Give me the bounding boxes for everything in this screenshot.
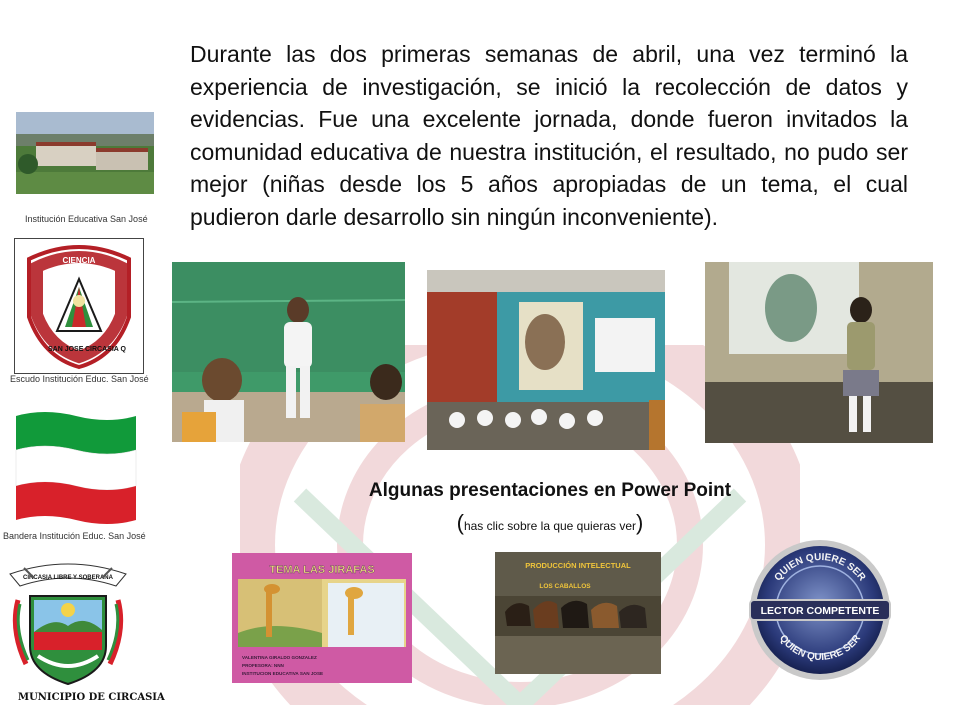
presentation-giraffes-link[interactable] (232, 553, 412, 683)
instruction-text: has clic sobre la que quieras ver (463, 519, 637, 533)
municipal-banner-text: CIRCASIA LIBRE Y SOBERANA (23, 575, 113, 581)
municipal-coat-of-arms (4, 560, 165, 708)
photo-auditorium (427, 270, 665, 450)
ppt1-footer-line3: INSTITUCION EDUCATIVA SAN JOSE (242, 671, 324, 676)
presentations-heading: Algunas presentaciones en Power Point (368, 480, 732, 501)
ppt1-footer-line2: PROFESORA: NNN (242, 663, 284, 668)
ppt2-title-line1: PRODUCCIÓN INTELECTUAL (525, 561, 631, 570)
instruction-paren-close: ) (636, 510, 644, 535)
ppt1-footer-line1: VALENTINA GIRALDO GONZALEZ (242, 655, 317, 660)
ppt1-title: TEMA LAS JIRAFAS (269, 564, 375, 576)
ppt3-ring-bottom: QUIEN QUIERE SER (776, 633, 864, 664)
photo-girl-presenting (172, 262, 405, 442)
school-shield (14, 238, 144, 374)
school-flag (14, 410, 138, 526)
presentations-instruction (300, 510, 800, 536)
ppt3-center-label: LECTOR COMPETENTE (760, 605, 880, 617)
municipal-caption: MUNICIPIO DE CIRCASIA (18, 692, 165, 703)
presentation-lector-competente-link[interactable] (748, 538, 892, 682)
presentation-horses-link[interactable] (495, 552, 661, 674)
report-paragraph: Durante las dos primeras semanas de abril, una vez terminó la experiencia de investigación, se inició la recolección de datos y evidencias. Fue una excelente jornada, donde fueron invitados la comunidad educativa de nuestra institución, el resultado, no pudo ser mejor (niñas desde los 5 años apropiadas de un tema, el cual pudieron darle desarrollo sin ningún inconveniente). (190, 41, 908, 230)
school-photo-caption: Institución Educativa San José (25, 214, 148, 224)
shield-word-base-left: SAN JOSE (48, 346, 84, 353)
flag-caption: Bandera Institución Educ. San José (3, 531, 146, 541)
ppt3-ring-top: QUIEN QUIERE SER (772, 551, 868, 584)
photo-girl-microphone (705, 262, 933, 443)
ppt2-title-line2: LOS CABALLOS (539, 583, 591, 590)
school-photo (16, 112, 154, 194)
shield-word-base-right: CIRCASIA Q (85, 346, 126, 353)
instruction-paren-open: ( (456, 510, 464, 535)
shield-word-top: CIENCIA (62, 256, 96, 265)
shield-caption: Escudo Institución Educ. San José (10, 374, 149, 384)
